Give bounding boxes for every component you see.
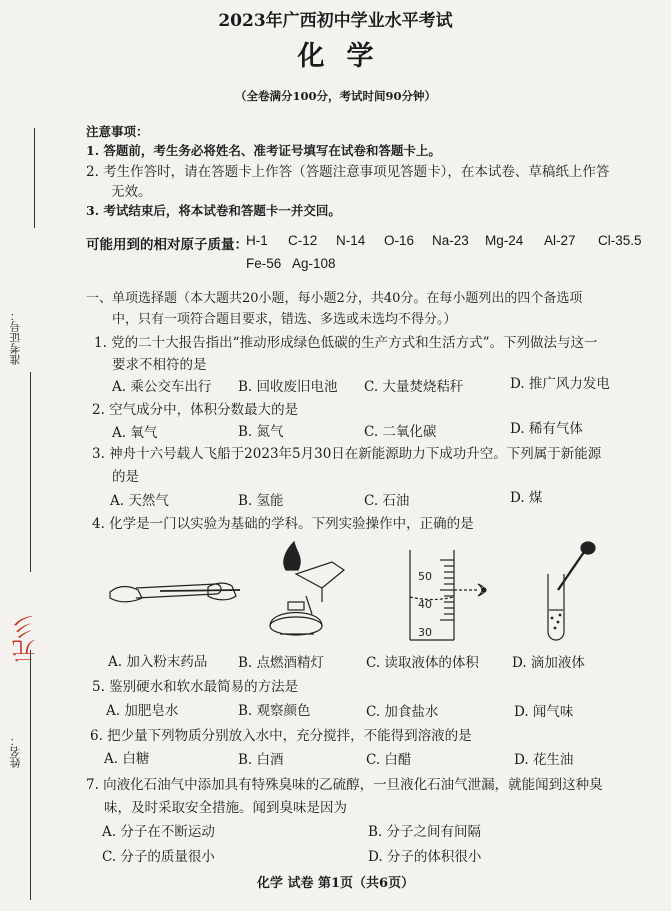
note-1: 1. 答题前，考生务必将姓名、准考证号填写在试卷和答题卡上。 <box>86 143 441 158</box>
q4-figures <box>100 540 640 648</box>
note-2-cont: 无效。 <box>111 184 152 200</box>
q6-option-c: C. 白醋 <box>366 752 412 768</box>
q2-option-a: A. 氧气 <box>112 425 158 441</box>
q2-option-b: B. 氮气 <box>238 424 284 440</box>
figure-a-powder-adding <box>110 583 240 602</box>
q1-stem: 1. 党的二十大报告指出“推动形成绿色低碳的生产方式和生活方式”。下列做法与这一 <box>94 335 598 351</box>
q3-option-d: D. 煤 <box>510 490 543 506</box>
section-heading: 一、单项选择题（本大题共20小题，每小题2分，共40分。在每小题列出的四个备选项 <box>86 291 583 306</box>
q3-option-a: A. 天然气 <box>110 493 169 509</box>
q5-stem: 5. 鉴别硬水和软水最简易的方法是 <box>92 679 299 695</box>
q6-option-b: B. 白酒 <box>238 752 284 768</box>
atomic-mass-c: C-12 <box>288 233 318 248</box>
q5-option-a: A. 加肥皂水 <box>106 703 179 719</box>
q4-option-d: D. 滴加液体 <box>512 655 585 671</box>
section-heading-cont: 中，只有一项符合题目要求，错选、多选或未选均不得分。） <box>112 312 457 327</box>
note-2: 2. 考生作答时，请在答题卡上作答（答题注意事项见答题卡），在本试卷、草稿纸上作答 <box>86 164 610 180</box>
figure-b-alcohol-lamp <box>270 542 344 635</box>
q4-option-c: C. 读取液体的体积 <box>366 655 479 671</box>
atomic-mass-cl: Cl-35.5 <box>598 233 642 248</box>
q6-option-d: D. 花生油 <box>514 752 574 768</box>
q7-option-c: C. 分子的质量很小 <box>102 849 215 865</box>
q1-stem-cont: 要求不相符的是 <box>112 357 207 373</box>
exam-title: 2023年广西初中学业水平考试 <box>218 11 453 31</box>
q6-option-a: A. 白糖 <box>104 751 150 767</box>
q5-option-b: B. 观察颜色 <box>238 703 311 719</box>
page-footer: 化学 试卷 第1页（共6页） <box>256 876 415 891</box>
q1-option-c: C. 大量焚烧秸秆 <box>364 379 464 395</box>
q2-stem: 2. 空气成分中，体积分数最大的是 <box>92 402 299 418</box>
full-marks-note: （全卷满分100分，考试时间90分钟） <box>234 89 436 103</box>
q2-option-c: C. 二氧化碳 <box>364 424 437 440</box>
q6-stem: 6. 把少量下列物质分别放入水中，充分搅拌，不能得到溶液的是 <box>90 728 472 744</box>
name-label: 姓名： <box>9 735 22 768</box>
q4-stem: 4. 化学是一门以实验为基础的学科。下列实验操作中，正确的是 <box>92 516 474 532</box>
q1-option-d: D. 推广风力发电 <box>510 376 610 392</box>
q7-stem-cont: 味，及时采取安全措施。闻到臭味是因为 <box>104 800 347 816</box>
cylinder-tick-50: 50 <box>418 570 432 583</box>
atomic-mass-o: O-16 <box>384 233 415 248</box>
exam-number-label: 准考证号： <box>9 310 22 365</box>
binding-line-mid <box>30 372 31 572</box>
atomic-mass-h: H-1 <box>246 233 268 248</box>
q7-option-b: B. 分子之间有间隔 <box>368 824 482 840</box>
atomic-mass-na: Na-23 <box>432 233 469 248</box>
q5-option-d: D. 闻气味 <box>514 704 574 720</box>
q4-option-b: B. 点燃酒精灯 <box>238 655 325 671</box>
atomic-mass-al: Al-27 <box>544 233 576 248</box>
q5-option-c: C. 加食盐水 <box>366 704 439 720</box>
notes-heading: 注意事项： <box>86 124 149 139</box>
q3-stem-cont: 的是 <box>112 469 139 485</box>
cylinder-tick-30: 30 <box>418 626 432 639</box>
q7-option-d: D. 分子的体积很小 <box>368 849 482 865</box>
atomic-mass-mg: Mg-24 <box>485 233 524 248</box>
q3-option-c: C. 石油 <box>364 493 410 509</box>
handwritten-name: 元彡 <box>12 615 40 663</box>
atomic-mass-fe: Fe-56 <box>246 256 282 271</box>
q1-option-b: B. 回收废旧电池 <box>238 379 338 395</box>
q2-option-d: D. 稀有气体 <box>510 421 583 437</box>
q3-stem: 3. 神舟十六号载人飞船于2023年5月30日在新能源助力下成功升空。下列属于新能源 <box>92 446 602 462</box>
cylinder-tick-40: 40 <box>418 598 432 611</box>
q4-option-a: A. 加入粉末药品 <box>108 654 208 670</box>
q1-option-a: A. 乘公交车出行 <box>112 379 212 395</box>
subject-title: 化学 <box>297 41 396 72</box>
note-3: 3. 考试结束后，将本试卷和答题卡一并交回。 <box>86 203 341 218</box>
binding-line-top <box>34 128 35 228</box>
q3-option-b: B. 氢能 <box>238 493 284 509</box>
q7-stem: 7. 向液化石油气中添加具有特殊臭味的乙硫醇，一旦液化石油气泄漏，就能闻到这种臭 <box>86 777 603 793</box>
atomic-mass-ag: Ag-108 <box>292 256 336 271</box>
atomic-mass-label: 可能用到的相对原子质量： <box>86 237 248 252</box>
atomic-mass-n: N-14 <box>336 233 366 248</box>
figure-d-dropper <box>548 542 595 640</box>
q7-option-a: A. 分子在不断运动 <box>102 824 215 840</box>
binding-line-bottom <box>30 650 31 900</box>
